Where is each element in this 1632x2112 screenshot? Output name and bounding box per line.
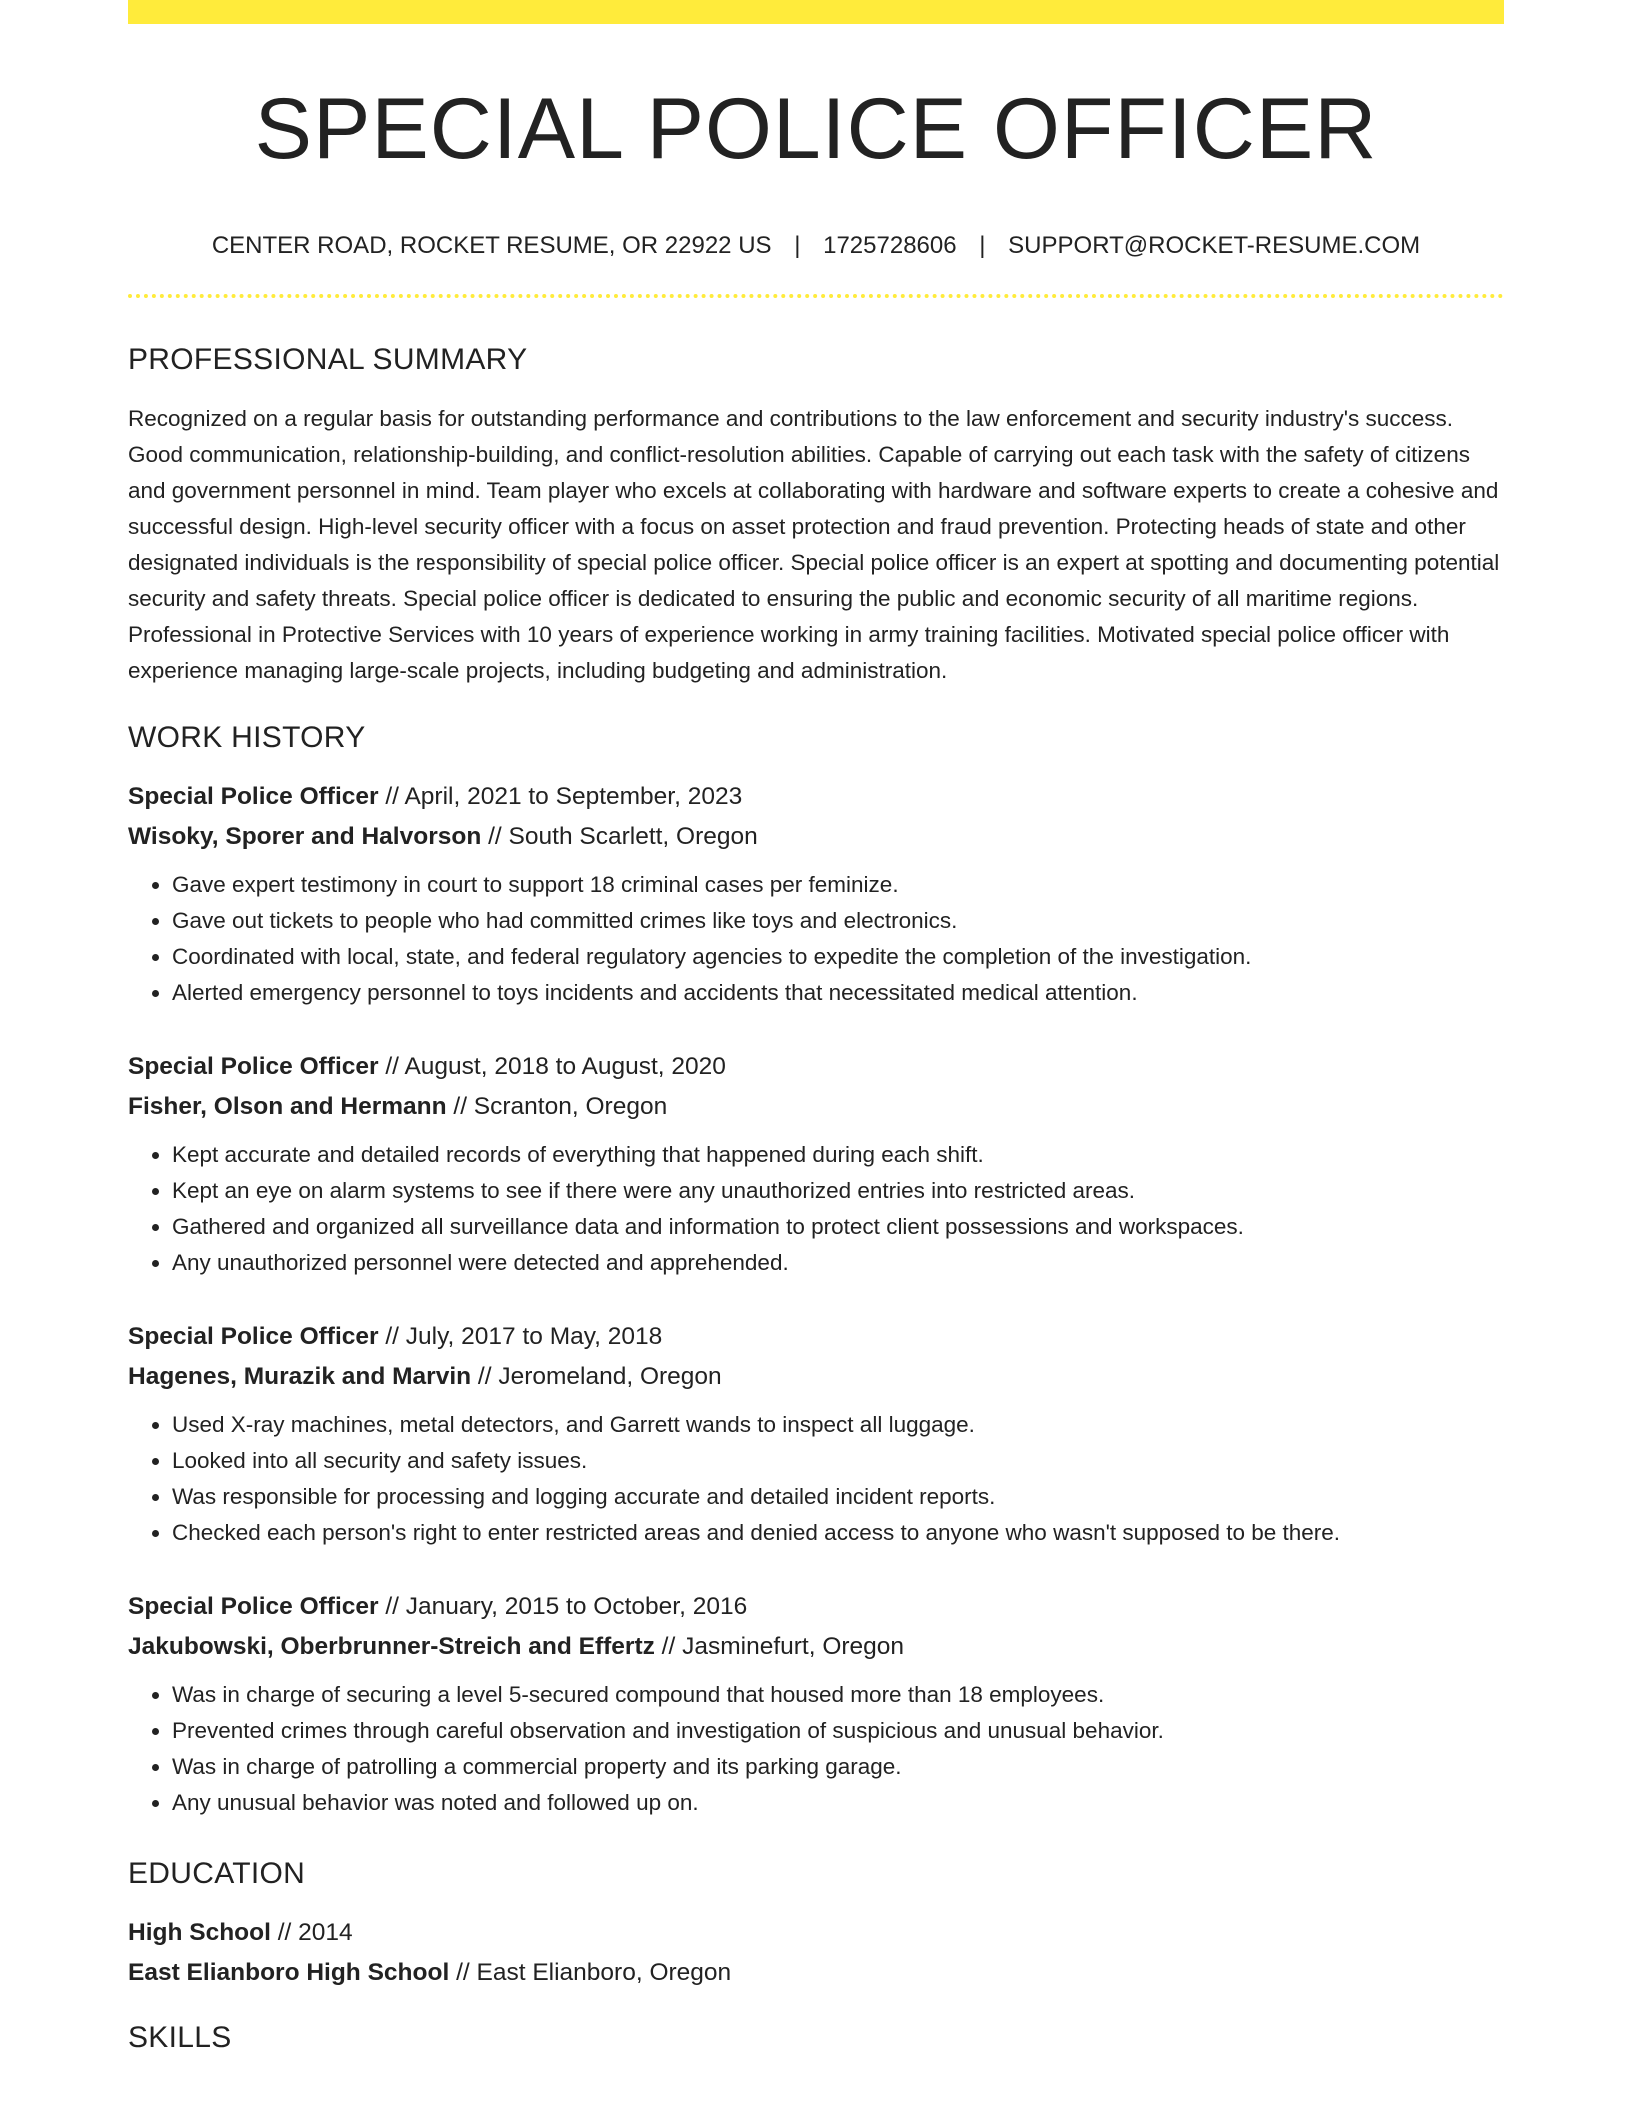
job-company-line — [128, 1087, 1504, 1127]
job-company: Hagenes, Murazik and Marvin — [128, 1363, 472, 1390]
job-bullet: • Any unusual behavior was noted and followed up on. — [172, 1785, 1504, 1821]
education-section — [128, 1859, 1504, 1993]
resume-page — [128, 0, 1504, 2053]
education-entry — [128, 1913, 1504, 1993]
job-title-line — [128, 1047, 1504, 1087]
job-dates: // July, 2017 to May, 2018 — [378, 1323, 663, 1350]
summary-section — [128, 345, 1504, 689]
education-heading: EDUCATION — [128, 1857, 306, 1890]
job-bullet: • Checked each person's right to enter restricted areas and denied access to anyone who wasn't supposed to be there. — [172, 1515, 1504, 1551]
job-bullet: • Kept an eye on alarm systems to see if there were any unauthorized entries into restricted areas. — [172, 1173, 1504, 1209]
job-company-line — [128, 1627, 1504, 1667]
job-bullets — [128, 1407, 1504, 1551]
contact-line — [128, 234, 1504, 258]
resume-name: SPECIAL POLICE OFFICER — [254, 81, 1378, 177]
job-entry — [128, 1587, 1504, 1821]
job-bullet: • Kept accurate and detailed records of everything that happened during each shift. — [172, 1137, 1504, 1173]
job-dates: // April, 2021 to September, 2023 — [378, 783, 743, 810]
job-dates: // January, 2015 to October, 2016 — [378, 1593, 748, 1620]
contact-phone: 1725728606 — [823, 232, 957, 259]
job-bullet: • Was in charge of patrolling a commercial property and its parking garage. — [172, 1749, 1504, 1785]
job-company: Fisher, Olson and Hermann — [128, 1093, 447, 1120]
job-bullet: • Prevented crimes through careful observation and investigation of suspicious and unusual behavior. — [172, 1713, 1504, 1749]
work-history-section — [128, 723, 1504, 1821]
job-bullet: • Looked into all security and safety issues. — [172, 1443, 1504, 1479]
job-entry — [128, 1317, 1504, 1551]
contact-separator: | — [979, 232, 986, 259]
job-location: // South Scarlett, Oregon — [481, 823, 758, 850]
job-location: // Jasminefurt, Oregon — [654, 1633, 905, 1660]
job-title-line — [128, 777, 1504, 817]
accent-top-bar — [128, 0, 1504, 24]
job-bullet: • Gave expert testimony in court to support 18 criminal cases per feminize. — [172, 867, 1504, 903]
work-history-heading: WORK HISTORY — [128, 721, 366, 754]
job-location: // Scranton, Oregon — [446, 1093, 668, 1120]
job-title: Special Police Officer — [128, 1323, 379, 1350]
job-bullet: • Was responsible for processing and logging accurate and detailed incident reports. — [172, 1479, 1504, 1515]
education-degree: High School — [128, 1919, 271, 1946]
summary-text: Recognized on a regular basis for outstanding performance and contributions to the law enforcement and security industry's success. Good communication, relationship-building, and conflict-resolution abilities. Capable of carrying out each task with the safety of citizens and government personnel in mind. Team player who excels at collaborating with hardware and software experts to create a cohesive and successful design. High-level security officer with a focus on asset protection and fraud prevention. Protecting heads of state and other designated individuals is the responsibility of special police officer. Special police officer is an expert at spotting and documenting potential security and safety threats. Special police officer is dedicated to ensuring the public and economic security of all maritime regions. Professional in Protective Services with 10 years of experience working in army training facilities. Motivated special police officer with experience managing large-scale projects, including budgeting and administration. — [128, 406, 1500, 683]
education-school: East Elianboro High School — [128, 1959, 450, 1986]
job-title-line — [128, 1317, 1504, 1357]
job-bullet: • Was in charge of securing a level 5-secured compound that housed more than 18 employees. — [172, 1677, 1504, 1713]
job-company-line — [128, 817, 1504, 857]
job-bullet: • Gathered and organized all surveillance data and information to protect client possessions and workspaces. — [172, 1209, 1504, 1245]
education-school-line — [128, 1953, 1504, 1993]
job-company: Jakubowski, Oberbrunner-Streich and Effertz — [128, 1633, 655, 1660]
education-year: // 2014 — [270, 1919, 353, 1946]
job-bullet: • Alerted emergency personnel to toys incidents and accidents that necessitated medical attention. — [172, 975, 1504, 1011]
job-title: Special Police Officer — [128, 783, 379, 810]
dotted-divider — [128, 294, 1504, 298]
job-title: Special Police Officer — [128, 1053, 379, 1080]
job-bullet: • Gave out tickets to people who had committed crimes like toys and electronics. — [172, 903, 1504, 939]
job-dates: // August, 2018 to August, 2020 — [378, 1053, 726, 1080]
job-bullet: • Any unauthorized personnel were detected and apprehended. — [172, 1245, 1504, 1281]
skills-heading: SKILLS — [128, 2021, 232, 2054]
contact-separator: | — [794, 232, 801, 259]
job-location: // Jeromeland, Oregon — [471, 1363, 722, 1390]
education-location: // East Elianboro, Oregon — [449, 1959, 732, 1986]
job-entry — [128, 777, 1504, 1011]
job-company: Wisoky, Sporer and Halvorson — [128, 823, 482, 850]
job-bullets — [128, 1677, 1504, 1821]
job-company-line — [128, 1357, 1504, 1397]
contact-address: CENTER ROAD, ROCKET RESUME, OR 22922 US — [211, 232, 772, 259]
job-bullet: • Coordinated with local, state, and federal regulatory agencies to expedite the completion of the investigation. — [172, 939, 1504, 975]
education-degree-line — [128, 1913, 1504, 1953]
contact-email: SUPPORT@ROCKET-RESUME.COM — [1008, 232, 1421, 259]
skills-section — [128, 2023, 1504, 2053]
job-entry — [128, 1047, 1504, 1281]
job-bullet: • Used X-ray machines, metal detectors, and Garrett wands to inspect all luggage. — [172, 1407, 1504, 1443]
job-title-line — [128, 1587, 1504, 1627]
job-bullets — [128, 1137, 1504, 1281]
summary-heading: PROFESSIONAL SUMMARY — [128, 343, 528, 376]
job-title: Special Police Officer — [128, 1593, 379, 1620]
job-bullets — [128, 867, 1504, 1011]
